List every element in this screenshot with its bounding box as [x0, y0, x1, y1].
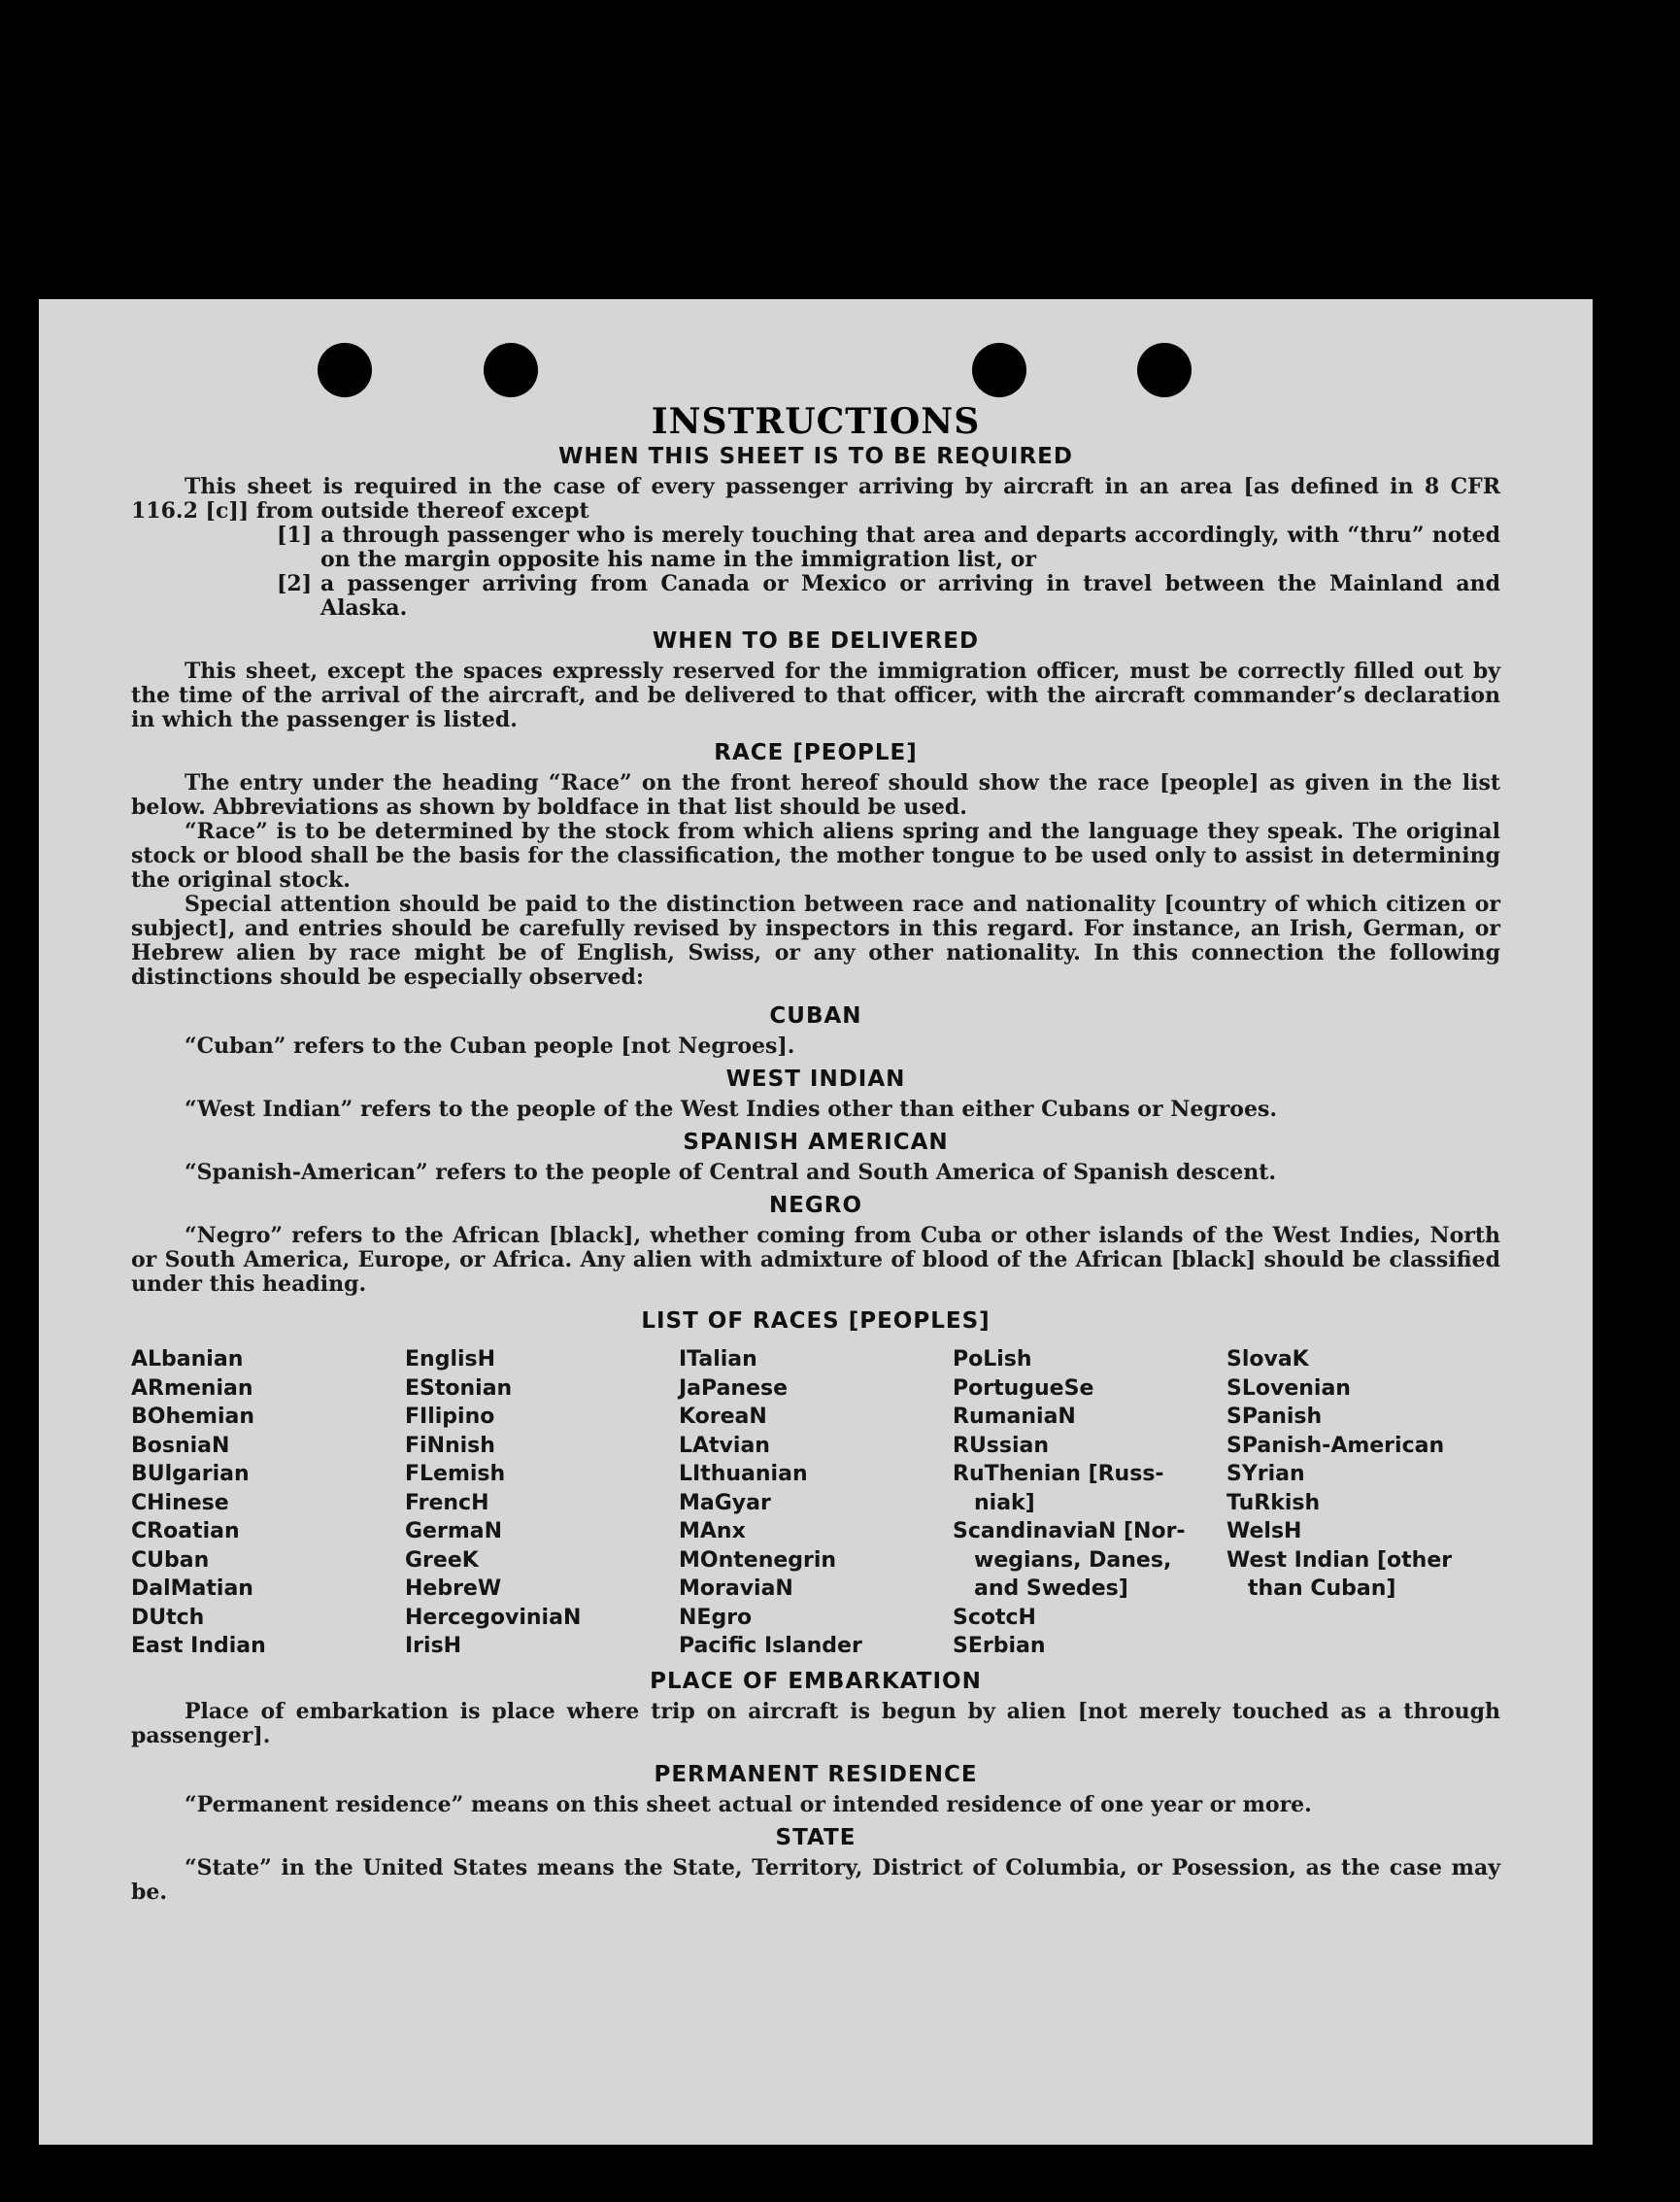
punch-hole	[318, 343, 372, 397]
race-entry: RuThenian [Russ-	[953, 1462, 1164, 1486]
races-column	[679, 1345, 953, 1661]
race-entry: KoreaN	[679, 1405, 767, 1429]
race-entry: RUssian	[953, 1433, 1050, 1458]
race-entry: wegians, Danes,	[974, 1547, 1172, 1573]
spanish-american-text: “Spanish-American” refers to the people of Central and South America of Spanish descent.	[185, 1160, 1277, 1185]
races-column	[405, 1345, 679, 1661]
race-entry: CUban	[131, 1547, 210, 1573]
race-entry: SYrian	[1226, 1462, 1305, 1486]
race-entry: FiNnish	[405, 1433, 495, 1458]
race-paragraph-2: “Race” is to be determined by the stock from which aliens spring and the language they speak. The original stock or blood shall be the basis for the classification, the mother tongue to be used only to assist in determining the original stock.	[131, 819, 1500, 893]
race-entry: CRoatian	[131, 1519, 240, 1543]
race-entry: RumaniaN	[953, 1405, 1076, 1429]
race-entry: ScotcH	[953, 1605, 1036, 1630]
race-entry: SlovaK	[1226, 1347, 1309, 1372]
race-entry: East Indian	[131, 1634, 266, 1658]
race-entry: West Indian [other	[1226, 1547, 1453, 1573]
race-entry: ScandinaviaN [Nor-	[953, 1519, 1186, 1543]
race-entry: LAtvian	[679, 1433, 770, 1458]
negro-text: “Negro” refers to the African [black], whether coming from Cuba or other islands of the West Indies, North or South America, Europe, or Africa. Any alien with admixture of blood of the African [black] should be classified under this heading.	[131, 1223, 1500, 1297]
race-entry: NEgro	[679, 1605, 753, 1630]
document-sheet	[39, 299, 1593, 2145]
race-entry: FLemish	[405, 1462, 506, 1486]
punch-hole	[972, 343, 1026, 397]
race-entry: and Swedes]	[974, 1576, 1128, 1601]
races-column	[1226, 1345, 1500, 1661]
delivered-text: This sheet, except the spaces expressly reserved for the immigration officer, must be correctly filled out by the time of the arrival of the aircraft, and be delivered to that officer, with the aircraft commander’s declaration in which the passenger is listed.	[131, 659, 1500, 732]
race-entry: DalMatian	[131, 1576, 253, 1601]
race-entry: PortugueSe	[953, 1375, 1094, 1401]
heading-residence: PERMANENT RESIDENCE	[654, 1761, 978, 1787]
race-entry: MoraviaN	[679, 1576, 793, 1601]
race-entry: CHinese	[131, 1490, 229, 1515]
race-paragraph-3: Special attention should be paid to the distinction between race and nationality [country of which citizen or subject], and entries should be carefully revised by inspectors in this regard. For instance, an Irish, German, or Hebrew alien by race might be of English, Swiss, or any other nationality. In this connection the following distinctions should be especially observed:	[131, 892, 1500, 990]
heading-embarkation: PLACE OF EMBARKATION	[650, 1668, 982, 1694]
punch-hole	[484, 343, 538, 397]
race-paragraph-1: The entry under the heading “Race” on the front hereof should show the race [people] as given in the list below. Abbreviations as shown by boldface in that list should be used.	[131, 770, 1500, 820]
races-column	[131, 1345, 405, 1661]
heading-spanish-american: SPANISH AMERICAN	[683, 1130, 949, 1155]
races-column	[953, 1345, 1226, 1661]
heading-state: STATE	[775, 1824, 857, 1850]
race-entry: BosniaN	[131, 1433, 230, 1458]
race-entry: HebreW	[405, 1576, 502, 1601]
exception-item	[131, 524, 1500, 572]
west-indian-text: “West Indian” refers to the people of the West Indies other than either Cubans or Negroes.	[185, 1097, 1278, 1122]
heading-required: WHEN THIS SHEET IS TO BE REQUIRED	[558, 444, 1073, 469]
embarkation-text: Place of embarkation is place where trip on aircraft is begun by alien [not merely touched as a through passenger].	[131, 1698, 1500, 1748]
race-entry: LIthuanian	[679, 1462, 808, 1486]
race-entry: HercegoviniaN	[405, 1605, 582, 1630]
state-text: “State” in the United States means the State, Territory, District of Columbia, or Posession, as the case may be.	[131, 1854, 1500, 1905]
races-list	[131, 1345, 1500, 1661]
heading-race: RACE [PEOPLE]	[714, 740, 918, 765]
race-entry: FrencH	[405, 1490, 489, 1515]
race-entry: EStonian	[405, 1375, 513, 1401]
race-entry: PoLish	[953, 1347, 1032, 1372]
race-entry: JaPanese	[679, 1375, 789, 1401]
race-entry: BUlgarian	[131, 1462, 250, 1486]
heading-west-indian: WEST INDIAN	[725, 1067, 906, 1092]
race-entry: SErbian	[953, 1634, 1046, 1658]
race-entry: SPanish-American	[1226, 1433, 1445, 1458]
race-entry: MOntenegrin	[679, 1547, 837, 1573]
race-entry: than Cuban]	[1248, 1576, 1396, 1601]
race-entry: SPanish	[1226, 1405, 1323, 1429]
race-entry: ITalian	[679, 1347, 757, 1372]
heading-delivered: WHEN TO BE DELIVERED	[652, 628, 980, 654]
instructions-content	[131, 401, 1500, 1905]
race-entry: GermaN	[405, 1519, 503, 1543]
race-entry: BOhemian	[131, 1405, 255, 1429]
heading-races-list: LIST OF RACES [PEOPLES]	[641, 1308, 991, 1334]
race-entry: GreeK	[405, 1547, 479, 1573]
residence-text: “Permanent residence” means on this sheet actual or intended residence of one year or more.	[185, 1791, 1312, 1817]
race-entry: FIlipino	[405, 1405, 495, 1429]
race-entry: IrisH	[405, 1634, 462, 1658]
punch-hole	[1137, 343, 1192, 397]
exception-item	[131, 572, 1500, 621]
item-text: a passenger arriving from Canada or Mexico or arriving in travel between the Mainland and Alaska.	[320, 571, 1500, 621]
item-number: [1]	[277, 523, 313, 548]
race-entry: WelsH	[1226, 1519, 1302, 1543]
race-entry: MaGyar	[679, 1490, 771, 1515]
cuban-text: “Cuban” refers to the Cuban people [not Negroes].	[185, 1033, 795, 1059]
page-title: INSTRUCTIONS	[651, 401, 981, 442]
race-entry: SLovenian	[1226, 1375, 1351, 1401]
race-entry: TuRkish	[1226, 1490, 1321, 1515]
heading-cuban: CUBAN	[769, 1003, 862, 1029]
race-entry: EnglisH	[405, 1347, 496, 1372]
race-entry: ALbanian	[131, 1347, 244, 1372]
race-entry: Pacific Islander	[679, 1634, 862, 1658]
race-entry: MAnx	[679, 1519, 746, 1543]
required-intro: This sheet is required in the case of every passenger arriving by aircraft in an area [as defined in 8 CFR 116.2 [c]] from outside thereof except	[131, 474, 1500, 524]
item-text: a through passenger who is merely touching that area and departs accordingly, with “thru” noted on the margin opposite his name in the immigration list, or	[320, 523, 1500, 572]
item-number: [2]	[277, 571, 313, 596]
race-entry: DUtch	[131, 1605, 205, 1630]
race-entry: niak]	[974, 1490, 1035, 1515]
race-entry: ARmenian	[131, 1375, 253, 1401]
heading-negro: NEGRO	[768, 1193, 863, 1218]
